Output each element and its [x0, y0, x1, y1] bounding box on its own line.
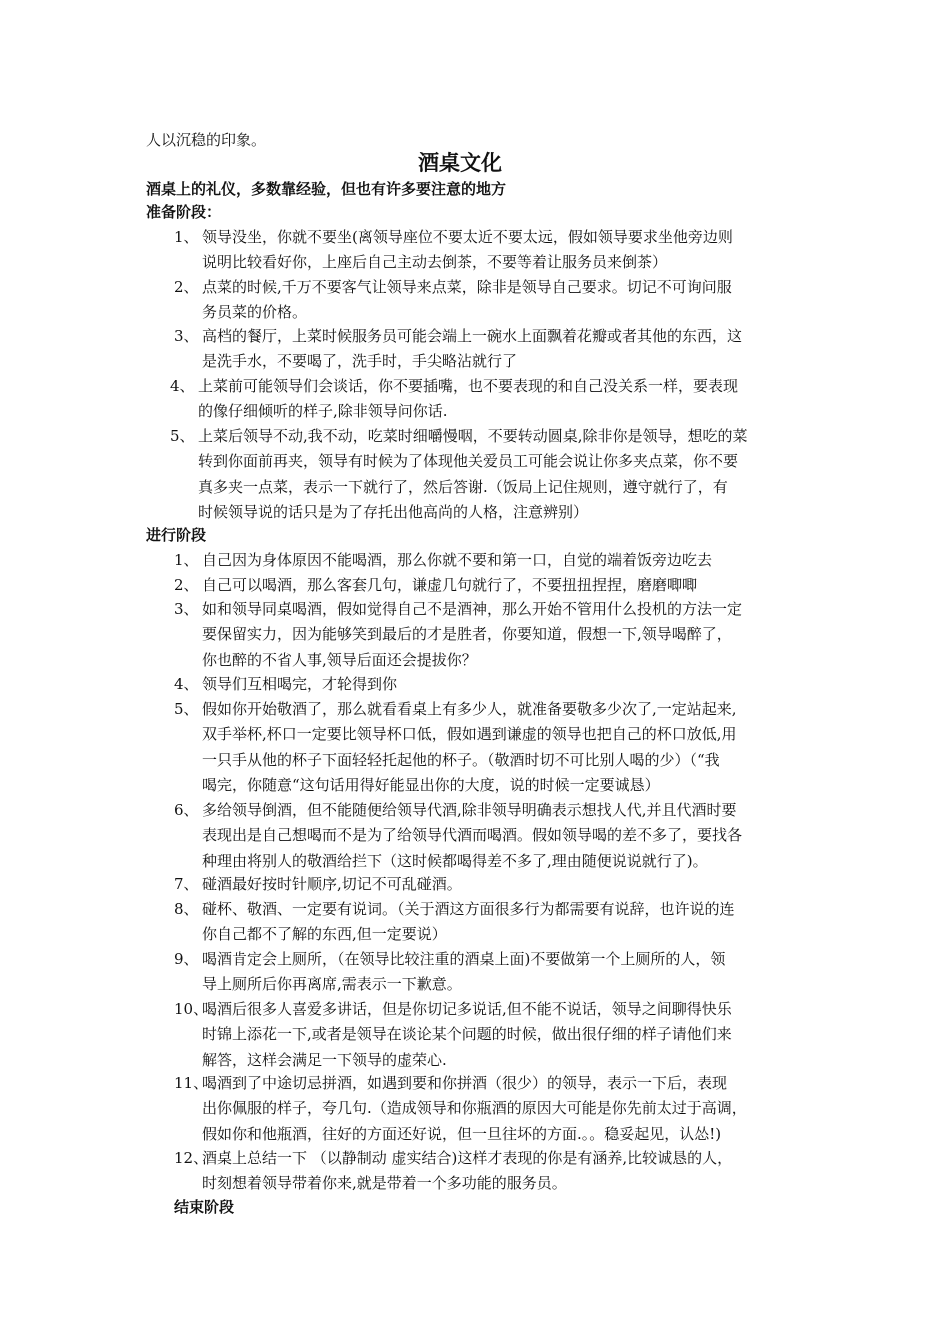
item-number: 11、: [174, 1074, 209, 1092]
item-text: 要保留实力，因为能够笑到最后的才是胜者，你要知道，假想一下,领导喝醉了，: [202, 625, 732, 644]
item-number: 3、: [174, 600, 199, 618]
item-line: [170, 399, 810, 424]
item-line: [174, 622, 814, 647]
item-line: [174, 1048, 814, 1073]
item-line: [174, 597, 814, 622]
item-number: 4、: [170, 377, 195, 395]
item-line: [174, 849, 814, 874]
item-text: 种理由将别人的敬酒给拦下（这时候都喝得差不多了,理由随便说说就行了)。: [202, 851, 708, 870]
item-text: 是洗手水，不要喝了，洗手时，手尖略沾就行了: [202, 352, 518, 371]
progress-list-item: [174, 573, 814, 598]
item-text: 导上厕所后你再离席,需表示一下歉意。: [202, 975, 462, 994]
item-text: 表现出是自己想喝而不是为了给领导代酒而喝酒。假如领导喝的差不多了，要找各: [202, 826, 743, 845]
item-text: 喝酒后很多人喜爱多讲话，但是你切记多说话,但不能不说话，领导之间聊得快乐: [202, 1000, 732, 1018]
item-number: 5、: [170, 427, 195, 445]
item-line: [174, 225, 814, 250]
item-line: [174, 697, 814, 722]
item-text: 说明比较看好你，上座后自己主动去倒茶，不要等着让服务员来倒茶）: [202, 253, 668, 272]
progress-list-item: [174, 597, 814, 673]
item-text: 领导没坐，你就不要坐(离领导座位不要太近不要太远，假如领导要求坐他旁边则: [202, 228, 733, 246]
progress-heading: 进行阶段: [146, 526, 207, 544]
item-number: 3、: [174, 327, 199, 345]
item-text: 真多夹一点菜，表示一下就行了，然后答谢.（饭局上记住规则，遵守就行了，有: [198, 477, 728, 496]
item-line: [170, 424, 810, 449]
item-number: 2、: [174, 278, 199, 296]
item-text: 转到你面前再夹，领导有时候为了体现他关爱员工可能会说让你多夹点菜，你不要: [198, 452, 739, 471]
item-line: [174, 798, 814, 823]
progress-list-item: [174, 897, 814, 948]
item-line: [174, 648, 814, 673]
prep-heading: 准备阶段：: [146, 203, 222, 221]
item-line: [174, 947, 814, 972]
item-text: 喝酒肯定会上厕所，（在领导比较注重的酒桌上面)不要做第一个上厕所的人，领: [202, 950, 726, 968]
prep-list-item: [174, 324, 814, 375]
item-line: [174, 1096, 814, 1121]
ending-heading: 结束阶段: [174, 1198, 235, 1216]
item-text: 的像仔细倾听的样子,除非领导问你话.: [198, 402, 448, 421]
item-text: 自己因为身体原因不能喝酒，那么你就不要和第一口，自觉的端着饭旁边吃去: [202, 551, 713, 569]
progress-list-item: [174, 947, 814, 998]
item-text: 出你佩服的样子，夸几句.（造成领导和你瓶酒的原因大可能是你先前太过于高调，: [202, 1099, 747, 1118]
item-text: 一只手从他的杯子下面轻轻托起他的杯子。（敬酒时切不可比别人喝的少）（“我: [202, 750, 720, 769]
intro-line: 人以沉稳的印象。: [146, 131, 267, 149]
item-line: [174, 1171, 814, 1196]
item-text: 解答，这样会满足一下领导的虚荣心.: [202, 1050, 447, 1069]
item-number: 12、: [174, 1149, 209, 1167]
prep-list-item: [174, 275, 814, 326]
item-line: [174, 773, 814, 798]
item-line: [170, 500, 810, 525]
item-number: 10、: [174, 1000, 209, 1018]
progress-list-item: [174, 997, 814, 1073]
item-text: 时候领导说的话只是为了存托出他高尚的人格，注意辨别）: [198, 503, 589, 522]
prep-list-item: [174, 225, 814, 276]
prep-list-item: [170, 424, 810, 526]
item-number: 5、: [174, 700, 199, 718]
item-number: 1、: [174, 551, 199, 569]
item-line: [174, 922, 814, 947]
progress-list-item: [174, 1146, 814, 1197]
item-text: 上菜前可能领导们会谈话，你不要插嘴，也不要表现的和自己没关系一样，要表现: [198, 377, 739, 395]
item-text: 高档的餐厅，上菜时候服务员可能会端上一碗水上面飘着花瓣或者其他的东西，这: [202, 327, 743, 345]
item-line: [174, 997, 814, 1022]
progress-list-item: [174, 548, 814, 573]
item-line: [174, 573, 814, 598]
item-text: 喝酒到了中途切忌拼酒，如遇到要和你拼酒（很少）的领导，表示一下后，表现: [202, 1074, 728, 1092]
item-text: 时锦上添花一下,或者是领导在谈论某个问题的时候，做出很仔细的样子请他们来: [202, 1025, 732, 1044]
item-text: 时刻想着领导带着你来,就是带着一个多功能的服务员。: [202, 1174, 567, 1193]
item-text: 领导们互相喝完，才轮得到你: [202, 675, 398, 693]
item-text: 喝完，你随意“这句话用得好能显出你的大度，说的时候一定要诚恳）: [202, 776, 660, 795]
item-text: 务员菜的价格。: [202, 303, 308, 322]
item-line: [174, 300, 814, 325]
item-number: 9、: [174, 950, 199, 968]
item-text: 点菜的时候,千万不要客气让领导来点菜，除非是领导自己要求。切记不可询问服: [202, 278, 732, 296]
item-text: 你自己都不了解的东西,但一定要说）: [202, 925, 447, 944]
progress-list-item: [174, 1071, 814, 1147]
item-text: 碰酒最好按时针顺序,切记不可乱碰酒。: [202, 875, 462, 893]
progress-list-item: [174, 697, 814, 799]
item-line: [174, 722, 814, 747]
progress-list-item: [174, 872, 814, 897]
item-line: [174, 250, 814, 275]
item-text: 假如你和他瓶酒，往好的方面还好说，但一旦往坏的方面.。。稳妥起见，认怂!): [202, 1124, 722, 1143]
item-text: 你也醉的不省人事,领导后面还会提拔你？: [202, 650, 477, 669]
item-line: [174, 349, 814, 374]
item-text: 如和领导同桌喝酒，假如觉得自己不是酒神，那么开始不管用什么投机的方法一定: [202, 600, 743, 618]
item-number: 4、: [174, 675, 199, 693]
progress-list-item: [174, 798, 814, 874]
item-line: [174, 1022, 814, 1047]
prep-list-item: [170, 374, 810, 425]
item-line: [174, 872, 814, 897]
item-number: 7、: [174, 875, 199, 893]
item-line: [174, 823, 814, 848]
item-line: [170, 449, 810, 474]
item-text: 多给领导倒酒，但不能随便给领导代酒,除非领导明确表示想找人代,并且代酒时要: [202, 801, 737, 819]
page-title: 酒桌文化: [418, 150, 502, 175]
item-line: [174, 275, 814, 300]
item-line: [174, 1122, 814, 1147]
item-line: [174, 1146, 814, 1171]
item-line: [174, 548, 814, 573]
item-line: [170, 374, 810, 399]
item-text: 上菜后领导不动,我不动，吃菜时细嚼慢咽，不要转动圆桌,除非你是领导，想吃的菜: [198, 427, 748, 445]
item-line: [174, 324, 814, 349]
item-line: [174, 672, 814, 697]
item-line: [170, 475, 810, 500]
item-line: [174, 972, 814, 997]
item-number: 6、: [174, 801, 199, 819]
item-number: 2、: [174, 576, 199, 594]
subtitle: 酒桌上的礼仪，多数靠经验，但也有许多要注意的地方: [146, 180, 507, 198]
item-number: 1、: [174, 228, 199, 246]
item-text: 碰杯、敬酒、一定要有说词。（关于酒这方面很多行为都需要有说辞，也许说的连: [202, 900, 735, 918]
item-number: 8、: [174, 900, 199, 918]
progress-list-item: [174, 672, 814, 697]
item-text: 双手举杯,杯口一定要比领导杯口低，假如遇到谦虚的领导也把自己的杯口放低,用: [202, 725, 737, 744]
item-line: [174, 748, 814, 773]
item-line: [174, 1071, 814, 1096]
item-text: 酒桌上总结一下 （以静制动 虚实结合)这样才表现的你是有涵养,比较诚恳的人，: [202, 1149, 733, 1167]
item-text: 自己可以喝酒，那么客套几句，谦虚几句就行了，不要扭扭捏捏，磨磨唧唧: [202, 576, 698, 594]
item-text: 假如你开始敬酒了，那么就看看桌上有多少人，就准备要敬多少次了,一定站起来,: [202, 700, 737, 718]
item-line: [174, 897, 814, 922]
